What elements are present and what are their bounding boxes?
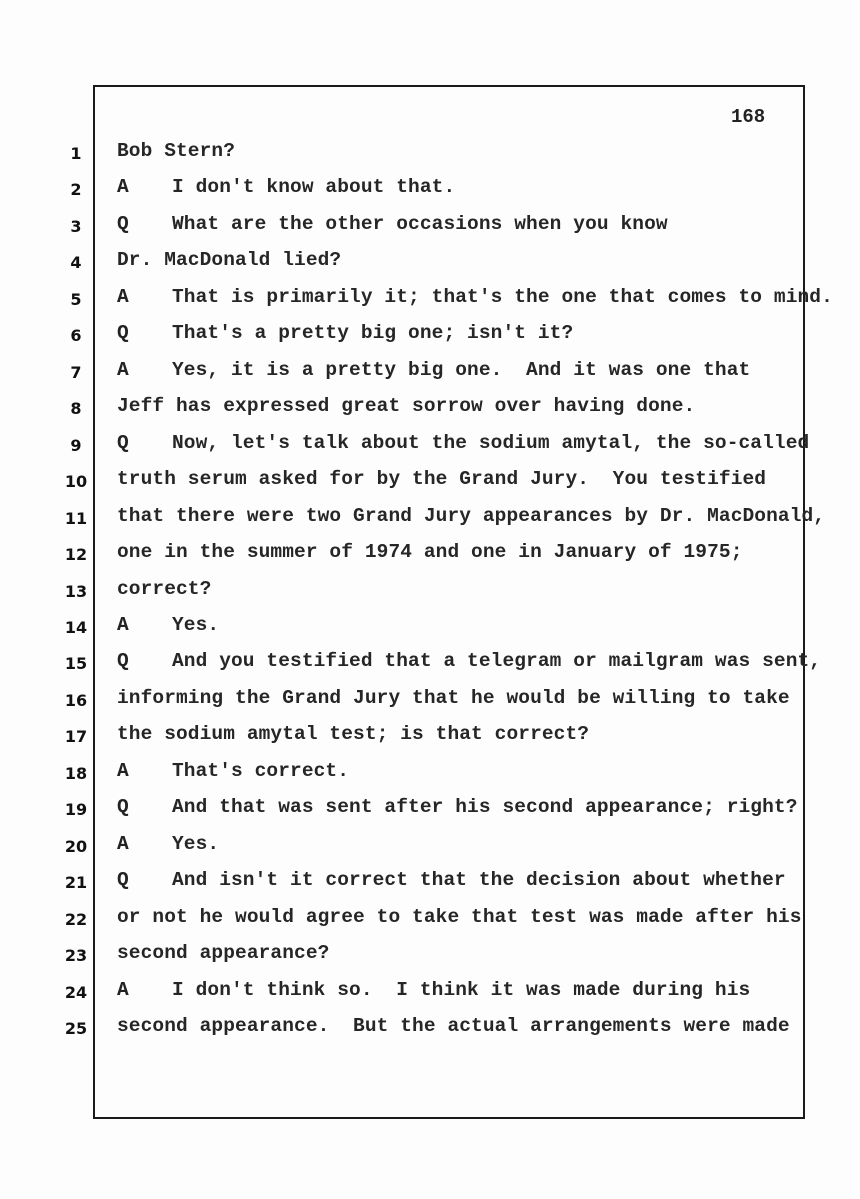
line-number: 21 bbox=[64, 873, 88, 893]
transcript-line bbox=[0, 505, 860, 535]
line-text: Yes. bbox=[172, 832, 220, 855]
speaker-label: A bbox=[117, 759, 129, 782]
transcript-line bbox=[0, 942, 860, 972]
line-number: 18 bbox=[64, 763, 88, 783]
transcript-line bbox=[0, 213, 860, 243]
transcript-line bbox=[0, 979, 860, 1009]
line-text: that there were two Grand Jury appearances by Dr. MacDonald, bbox=[117, 504, 826, 527]
line-text: Bob Stern? bbox=[117, 140, 236, 162]
line-number: 2 bbox=[70, 180, 82, 200]
transcript-line bbox=[0, 432, 860, 462]
transcript-line bbox=[0, 468, 860, 498]
speaker-label: A bbox=[117, 978, 129, 1001]
speaker-label: Q bbox=[117, 650, 129, 673]
line-text: And you testified that a telegram or mailgram was sent, bbox=[172, 650, 822, 673]
line-number: 23 bbox=[64, 946, 88, 966]
line-text: And that was sent after his second appearance; right? bbox=[172, 796, 798, 819]
line-text: I don't think so. I think it was made during his bbox=[172, 978, 751, 1001]
line-text: Yes. bbox=[172, 613, 220, 636]
line-text: That is primarily it; that's the one that comes to mind. bbox=[172, 285, 833, 308]
line-text: Dr. MacDonald lied? bbox=[117, 249, 342, 272]
line-number: 16 bbox=[64, 690, 88, 710]
transcript-line bbox=[0, 723, 860, 753]
line-text: Now, let's talk about the sodium amytal, the so-called bbox=[172, 431, 810, 454]
page-number: 168 bbox=[731, 106, 766, 128]
speaker-label: A bbox=[117, 358, 129, 381]
line-number: 15 bbox=[64, 654, 88, 674]
transcript-line bbox=[0, 176, 860, 206]
line-number: 14 bbox=[64, 617, 88, 637]
transcript-line bbox=[0, 578, 860, 608]
line-number: 12 bbox=[64, 545, 88, 565]
line-number: 17 bbox=[64, 727, 88, 747]
line-number: 5 bbox=[70, 289, 82, 309]
transcript-line bbox=[0, 359, 860, 389]
speaker-label: A bbox=[117, 613, 129, 636]
transcript-line bbox=[0, 869, 860, 899]
line-number: 19 bbox=[64, 800, 88, 820]
transcript-line bbox=[0, 286, 860, 316]
line-text: What are the other occasions when you know bbox=[172, 212, 668, 235]
line-text: correct? bbox=[117, 577, 212, 600]
speaker-label: Q bbox=[117, 212, 129, 235]
line-text: Jeff has expressed great sorrow over having done. bbox=[117, 395, 696, 418]
speaker-label: Q bbox=[117, 322, 129, 345]
line-text: one in the summer of 1974 and one in January of 1975; bbox=[117, 541, 743, 564]
transcript-line bbox=[0, 322, 860, 352]
line-text: or not he would agree to take that test was made after his bbox=[117, 905, 802, 928]
transcript-line bbox=[0, 760, 860, 790]
line-number: 6 bbox=[70, 326, 82, 346]
transcript-line bbox=[0, 395, 860, 425]
line-text: informing the Grand Jury that he would be willing to take bbox=[117, 686, 790, 709]
line-text: second appearance? bbox=[117, 942, 330, 965]
transcript-line bbox=[0, 687, 860, 717]
line-number: 10 bbox=[64, 472, 88, 492]
line-number: 4 bbox=[70, 253, 82, 273]
line-number: 20 bbox=[64, 836, 88, 856]
transcript-line bbox=[0, 249, 860, 279]
line-number: 8 bbox=[70, 399, 82, 419]
line-number: 11 bbox=[64, 508, 88, 528]
transcript-line bbox=[0, 650, 860, 680]
line-number: 3 bbox=[70, 216, 82, 236]
speaker-label: Q bbox=[117, 431, 129, 454]
transcript-line bbox=[0, 906, 860, 936]
speaker-label: A bbox=[117, 176, 129, 199]
line-number: 24 bbox=[64, 982, 88, 1002]
transcript-line bbox=[0, 541, 860, 571]
speaker-label: Q bbox=[117, 796, 129, 819]
line-number: 1 bbox=[70, 144, 82, 163]
transcript-line bbox=[0, 1015, 860, 1045]
speaker-label: A bbox=[117, 285, 129, 308]
line-text: second appearance. But the actual arrangements were made bbox=[117, 1015, 790, 1038]
line-text: truth serum asked for by the Grand Jury. You testified bbox=[117, 468, 767, 491]
line-number: 25 bbox=[64, 1019, 88, 1039]
transcript-line bbox=[0, 614, 860, 644]
line-text: Yes, it is a pretty big one. And it was one that bbox=[172, 358, 751, 381]
line-text: the sodium amytal test; is that correct? bbox=[117, 723, 590, 746]
line-number: 13 bbox=[64, 581, 88, 601]
line-text: I don't know about that. bbox=[172, 176, 456, 199]
line-number: 9 bbox=[70, 435, 82, 455]
transcript-line bbox=[0, 796, 860, 826]
speaker-label: A bbox=[117, 832, 129, 855]
speaker-label: Q bbox=[117, 869, 129, 892]
transcript-line bbox=[0, 140, 860, 170]
line-number: 7 bbox=[70, 362, 82, 382]
line-text: That's a pretty big one; isn't it? bbox=[172, 322, 574, 345]
transcript-line bbox=[0, 833, 860, 863]
line-text: And isn't it correct that the decision about whether bbox=[172, 869, 786, 892]
line-number: 22 bbox=[64, 909, 88, 929]
line-text: That's correct. bbox=[172, 759, 350, 782]
